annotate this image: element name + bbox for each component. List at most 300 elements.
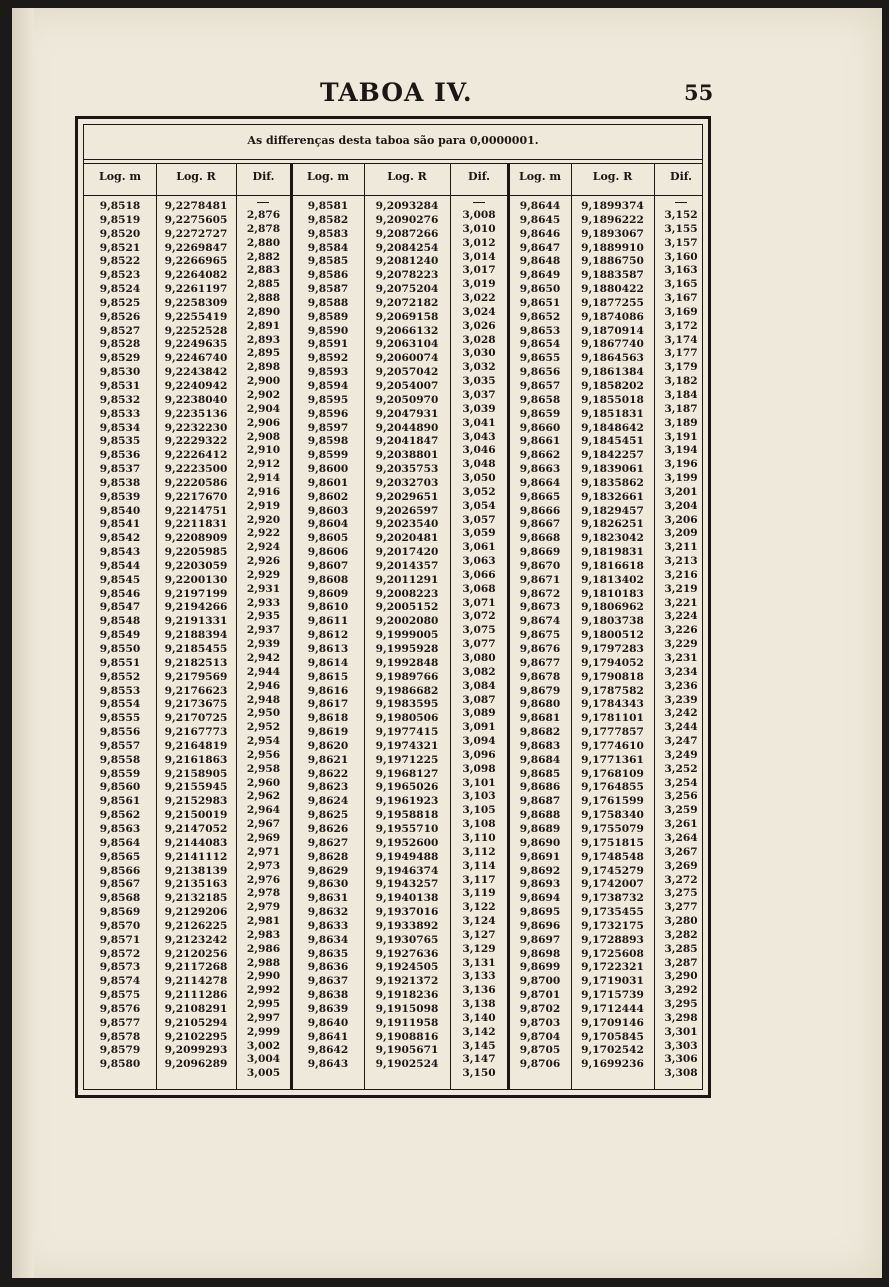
table-cell: 3,084 [462,679,496,692]
table-cell: 2,935 [246,610,281,623]
table-cell: 9,8631 [307,892,349,905]
dif-dash-mark [675,202,687,203]
table-cell: 9,8599 [307,449,349,462]
table-cell: 9,8589 [307,310,349,323]
table-cell: 2,885 [246,278,281,291]
table-cell: 3,028 [462,333,496,346]
table-cell: 9,8625 [307,809,349,822]
table-cell: 3,075 [462,624,496,637]
table-cell: 9,8666 [519,504,561,517]
table-cell: 9,2185455 [164,643,228,655]
table-cell: 9,8659 [519,407,561,420]
table-cell: 3,112 [462,845,496,858]
table-cell: 9,1999005 [375,629,439,642]
table-cell: 3,292 [664,984,698,997]
table-cell: 2,924 [246,541,281,554]
dif-column [450,209,508,1081]
table-cell: 3,174 [664,333,698,346]
table-cell: 9,8573 [99,961,141,974]
table-cell: 9,1952600 [375,836,439,849]
table-cell: 9,8645 [519,213,561,226]
table-cell: 9,8614 [307,656,349,669]
table-cell: 3,142 [462,1025,496,1038]
table-cell: 9,8629 [307,864,349,877]
table-cell: 9,8538 [99,476,141,489]
table-cell: 3,052 [462,485,496,498]
table-cell: 2,964 [246,804,281,817]
table-cell: 9,8609 [307,587,349,600]
table-cell: 2,986 [246,942,281,955]
table-cell: 3,131 [462,956,496,969]
table-cell: 2,976 [246,873,281,886]
table-cell: 9,8630 [307,878,349,891]
table-cell: 9,8562 [99,809,141,822]
table-cell: 9,2223500 [164,463,228,476]
table-cell: 9,2005152 [375,601,439,614]
table-cell: 3,071 [462,596,496,609]
table-cell: 2,876 [246,209,281,221]
table-cell: 9,8641 [307,1030,349,1043]
table-cell: 9,2114278 [164,975,228,988]
table-cell: 9,2044890 [375,421,439,434]
table-cell: 9,8642 [307,1044,349,1057]
table-cell: 9,8548 [99,615,141,628]
table-cell: 2,973 [246,859,281,872]
table-cell: 9,8530 [99,366,141,379]
table-cell: 3,290 [664,970,698,983]
table-cell: 3,254 [664,776,698,789]
table-cell: 3,295 [664,998,698,1011]
table-cell: 9,2191331 [164,615,228,628]
table-cell: 9,2261197 [164,283,228,296]
table-cell: 9,8561 [99,795,141,808]
table-cell: 9,2214751 [164,504,228,517]
table-cell: 9,8607 [307,559,349,572]
table-cell: 9,2226412 [164,449,228,462]
table-cell: 3,101 [462,776,496,789]
table-cell: 9,8564 [99,836,141,849]
table-cell: 9,1839061 [581,463,644,476]
table-cell: 9,1755079 [581,822,644,835]
table-cell: 9,8537 [99,463,141,476]
table-cell: 9,8540 [99,504,141,517]
table-cell: 3,231 [664,652,698,664]
table-cell: 9,8656 [519,366,561,379]
table-cell: 9,8535 [99,435,141,448]
table-cell: 3,017 [462,264,496,277]
table-cell: 9,8529 [99,352,141,365]
table-cell: 9,2020481 [375,532,439,545]
table-cell: 9,1768109 [581,767,644,780]
table-cell: 9,2203059 [164,559,228,572]
table-cell: 3,267 [664,845,698,858]
table-cell: 9,1797283 [581,643,644,655]
table-cell: 9,2032703 [375,476,439,489]
table-cell: 3,077 [462,638,496,651]
table-cell: 3,041 [462,416,496,429]
table-cell: 9,1921372 [375,975,439,988]
table-cell: 9,8551 [99,656,141,669]
table-cell: 9,8555 [99,712,141,725]
table-cell: 9,1732175 [581,919,644,932]
table-cell: 9,8571 [99,933,141,946]
table-cell: 3,199 [664,472,698,485]
table-cell: 2,952 [246,721,281,734]
table-cell: 2,888 [246,292,281,305]
table-cell: 9,2164819 [164,739,228,752]
table-cell: 3,247 [664,735,698,748]
table-cell: 3,124 [462,915,496,928]
table-cell: 9,1709146 [581,1016,644,1029]
table-cell: 3,177 [664,347,698,360]
table-cell: 9,8528 [99,338,141,351]
table-cell: 2,926 [246,555,281,568]
table-cell: 2,950 [246,707,281,720]
table-cell: 9,1958818 [375,809,439,822]
table-cell: 9,8575 [99,989,141,1002]
rule-under-note [84,159,702,160]
table-cell: 3,194 [664,444,698,457]
table-cell: 9,8702 [519,1002,561,1015]
table-cell: 2,962 [246,790,281,803]
table-cell: 9,8577 [99,1016,141,1029]
table-cell: 9,8554 [99,698,141,711]
table-cell: 9,1918236 [375,989,439,1002]
table-cell: 9,8558 [99,753,141,766]
table-cell: 3,054 [462,499,496,512]
table-cell: 3,129 [462,942,496,955]
table-cell: 9,2041847 [375,435,439,448]
table-cell: 3,014 [462,250,496,263]
log-r-column [364,200,450,1072]
log-m-column [509,200,571,1072]
table-cell: 2,893 [246,333,281,346]
table-cell: 3,119 [462,887,496,900]
table-cell: 9,8563 [99,822,141,835]
table-cell: 3,303 [664,1039,698,1052]
table-cell: 3,096 [462,748,496,761]
table-cell: 9,8651 [519,296,561,309]
table-cell: 9,2217670 [164,490,228,503]
table-cell: 3,103 [462,790,496,803]
table-cell: 9,2272727 [164,227,228,240]
table-cell: 9,1974321 [375,739,439,752]
table-cell: 3,244 [664,721,698,734]
table-cell: 3,163 [664,264,698,277]
table-cell: 9,8518 [99,200,141,212]
header-log-r: Log. R [176,170,216,183]
table-cell: 9,2047931 [375,407,439,420]
table-cell: 2,882 [246,250,281,263]
table-cell: 3,035 [462,375,496,388]
table-cell: 3,191 [664,430,698,443]
table-cell: 9,8587 [307,283,349,296]
table-cell: 9,8579 [99,1044,141,1057]
table-cell: 3,024 [462,305,496,318]
table-cell: 9,1845451 [581,435,644,448]
table-cell: 3,306 [664,1053,698,1066]
table-cell: 9,8592 [307,352,349,365]
table-cell: 2,910 [246,444,281,457]
table-cell: 2,916 [246,485,281,498]
table-cell: 9,2093284 [375,200,439,212]
table-cell: 9,2060074 [375,352,439,365]
table-cell: 3,140 [462,1011,496,1024]
table-cell: 9,8597 [307,421,349,434]
table-cell: 9,8698 [519,947,561,960]
table-cell: 9,8676 [519,643,561,655]
table-cell: 9,8559 [99,767,141,780]
rule-under-header [84,195,702,196]
table-cell: 9,1702542 [581,1044,644,1057]
table-cell: 2,981 [246,915,281,928]
table-cell: 9,1699236 [581,1058,644,1071]
table-cell: 9,8568 [99,892,141,905]
table-cell: 9,8624 [307,795,349,808]
table-cell: 9,2266965 [164,255,228,268]
table-cell: 9,8532 [99,393,141,406]
table-cell: 9,2194266 [164,601,228,614]
table-cell: 3,172 [664,319,698,332]
table-cell: 2,944 [246,665,281,678]
table-cell: 9,8576 [99,1002,141,1015]
table-cell: 9,1816618 [581,559,644,572]
table-cell: 9,8684 [519,753,561,766]
table-note: As differenças desta taboa são para 0,0000001. [247,134,539,147]
table-cell: 9,1803738 [581,615,644,628]
table-cell: 9,2035753 [375,463,439,476]
table-cell: 3,211 [664,541,698,554]
table-cell: 9,8618 [307,712,349,725]
dif-column [236,209,291,1081]
table-cell: 3,189 [664,416,698,429]
table-cell: 9,8616 [307,684,349,697]
table-cell: 9,1774610 [581,739,644,752]
table-cell: 9,8706 [519,1058,561,1071]
table-cell: 9,2197199 [164,587,228,600]
table-cell: 9,1977415 [375,726,439,739]
table-cell: 9,8623 [307,781,349,794]
table-cell: 9,8560 [99,781,141,794]
table-cell: 2,992 [246,984,281,997]
table-cell: 9,2023540 [375,518,439,531]
table-cell: 9,1889910 [581,241,644,254]
table-cell: 9,8646 [519,227,561,240]
table-cell: 9,2211831 [164,518,228,531]
log-r-column [571,200,654,1072]
table-cell: 9,1832661 [581,490,644,503]
header-log-r: Log. R [592,170,633,183]
table-cell: 9,8689 [519,822,561,835]
table-cell: 9,8699 [519,961,561,974]
table-cell: 9,8533 [99,407,141,420]
page-title: TABOA IV. [320,78,473,107]
table-cell: 9,1983595 [375,698,439,711]
table-cell: 3,187 [664,402,698,415]
table-cell: 9,2069158 [375,310,439,323]
table-cell: 9,1764855 [581,781,644,794]
table-cell: 9,2102295 [164,1030,228,1043]
table-cell: 9,1943257 [375,878,439,891]
table-cell: 9,8572 [99,947,141,960]
table-cell: 9,2243842 [164,366,228,379]
dif-dash-mark [257,202,269,203]
table-cell: 9,1899374 [581,200,644,212]
table-cell: 9,8620 [307,739,349,752]
table-cell: 2,948 [246,693,281,706]
table-cell: 3,226 [664,624,698,637]
table-cell: 9,8531 [99,379,141,392]
table-cell: 9,8643 [307,1058,349,1071]
table-cell: 9,1806962 [581,601,644,614]
table-cell: 3,224 [664,610,698,623]
table-cell: 9,8650 [519,283,561,296]
table-cell: 2,978 [246,887,281,900]
rule-under-note-2 [84,163,702,164]
table-cell: 9,1826251 [581,518,644,531]
table-cell: 9,8649 [519,269,561,282]
table-cell: 9,8581 [307,200,349,212]
table-cell: 3,301 [664,1025,698,1038]
table-cell: 3,221 [664,596,698,609]
table-cell: 9,8647 [519,241,561,254]
table-cell: 2,960 [246,776,281,789]
table-cell: 3,138 [462,998,496,1011]
table-cell: 9,2278481 [164,200,228,212]
table-cell: 3,206 [664,513,698,526]
table-cell: 3,108 [462,818,496,831]
table-cell: 9,8593 [307,366,349,379]
table-cell: 9,8521 [99,241,141,254]
table-cell: 2,900 [246,375,281,388]
table-cell: 9,8569 [99,906,141,919]
table-cell: 3,019 [462,278,496,291]
table-cell: 9,8640 [307,1016,349,1029]
table-cell: 3,285 [664,942,698,955]
table-cell: 9,8610 [307,601,349,614]
table-cell: 9,2252528 [164,324,228,337]
table-cell: 9,1883587 [581,269,644,282]
table-cell: 9,1915098 [375,1002,439,1015]
table-cell: 9,2141112 [164,850,228,863]
table-cell: 2,969 [246,831,281,844]
table-cell: 9,2129206 [164,906,228,919]
table-cell: 9,1877255 [581,296,644,309]
table-cell: 3,094 [462,735,496,748]
table-cell: 3,080 [462,652,496,664]
table-cell: 9,8549 [99,629,141,642]
table-cell: 9,8678 [519,670,561,683]
table-cell: 3,037 [462,388,496,401]
table-cell: 9,8627 [307,836,349,849]
table-cell: 9,1761599 [581,795,644,808]
header-log-r: Log. R [387,170,427,183]
table-cell: 2,997 [246,1011,281,1024]
table-cell: 2,895 [246,347,281,360]
table-cell: 3,216 [664,568,698,581]
table-cell: 9,8553 [99,684,141,697]
table-cell: 9,2275605 [164,213,228,226]
table-cell: 9,8673 [519,601,561,614]
table-cell: 3,234 [664,665,698,678]
table-cell: 9,8621 [307,753,349,766]
table-cell: 9,8671 [519,573,561,586]
table-cell: 9,1748548 [581,850,644,863]
table-cell: 9,1924505 [375,961,439,974]
table-cell: 9,1905671 [375,1044,439,1057]
table-cell: 9,1980506 [375,712,439,725]
table-cell: 9,1946374 [375,864,439,877]
table-cell: 9,1986682 [375,684,439,697]
table-cell: 9,8534 [99,421,141,434]
table-cell: 9,2208909 [164,532,228,545]
table-cell: 9,2075204 [375,283,439,296]
table-cell: 2,999 [246,1025,281,1038]
table-cell: 9,2176623 [164,684,228,697]
table-cell: 9,8644 [519,200,561,212]
table-cell: 9,8667 [519,518,561,531]
table-cell: 3,184 [664,388,698,401]
table-cell: 3,122 [462,901,496,914]
header-dif: Dif. [468,170,490,183]
header-dif: Dif. [670,170,692,183]
table-cell: 9,8556 [99,726,141,739]
table-cell: 2,958 [246,762,281,775]
table-cell: 9,1855018 [581,393,644,406]
table-cell: 3,259 [664,804,698,817]
table-cell: 9,1949488 [375,850,439,863]
table-cell: 3,249 [664,748,698,761]
table-cell: 9,1911958 [375,1016,439,1029]
table-cell: 3,133 [462,970,496,983]
header-log-m: Log. m [518,170,562,183]
table-cell: 9,2002080 [375,615,439,628]
table-cell: 9,2173675 [164,698,228,711]
table-cell: 2,942 [246,652,281,664]
table-cell: 9,2084254 [375,241,439,254]
table-cell: 2,890 [246,305,281,318]
table-cell: 2,898 [246,361,281,374]
table-cell: 9,8693 [519,878,561,891]
table-cell: 3,117 [462,873,496,886]
table-cell: 3,155 [664,222,698,235]
table-cell: 9,8619 [307,726,349,739]
table-cell: 9,1810183 [581,587,644,600]
table-cell: 9,1874086 [581,310,644,323]
table-cell: 3,157 [664,236,698,249]
dif-column [654,209,708,1081]
table-cell: 3,242 [664,707,698,720]
table-cell: 9,8668 [519,532,561,545]
table-cell: 9,8552 [99,670,141,683]
table-cell: 9,8545 [99,573,141,586]
table-cell: 9,1735455 [581,906,644,919]
table-cell: 9,8685 [519,767,561,780]
table-cell: 2,919 [246,499,281,512]
table-cell: 9,8613 [307,643,349,655]
table-cell: 9,2249635 [164,338,228,351]
table-cell: 9,8704 [519,1030,561,1043]
page-number: 55 [684,80,714,105]
table-cell: 3,002 [246,1039,281,1052]
table-cell: 9,8686 [519,781,561,794]
table-cell: 2,912 [246,458,281,471]
table-cell: 3,008 [462,209,496,221]
table-cell: 9,1930765 [375,933,439,946]
table-cell: 9,8634 [307,933,349,946]
table-cell: 3,063 [462,555,496,568]
table-cell: 9,2188394 [164,629,228,642]
